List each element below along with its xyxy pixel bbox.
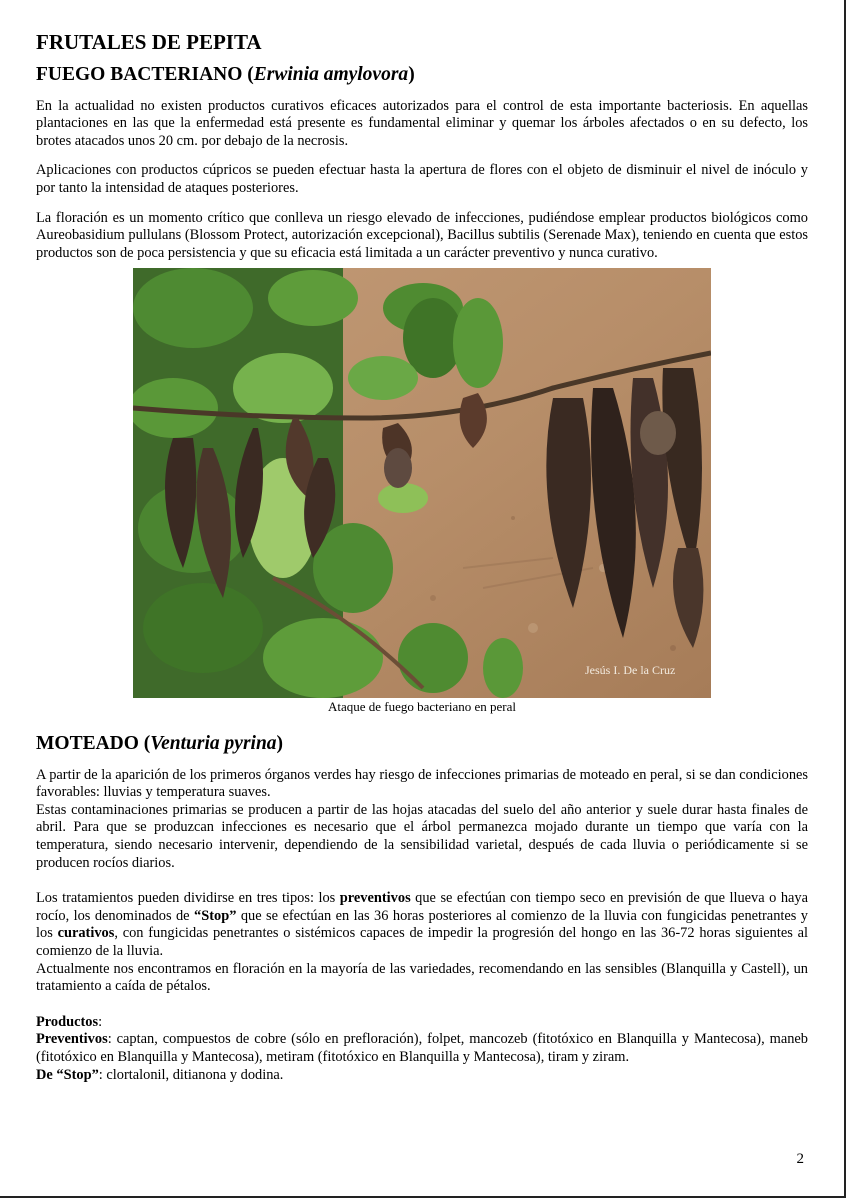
- moteado-paragraph-3: Actualmente nos encontramos en floración en la mayoría de las variedades, recomendando en las sensibles (Blanquilla y Castell), un tratamiento a caída de pétalos.: [36, 960, 808, 995]
- text-run: que se efectúan con tiempo seco en previsión de que llueva o haya rocío, los denominados de: [36, 890, 808, 924]
- page-content: [36, 30, 808, 1084]
- term-curativos: curativos: [57, 925, 115, 942]
- section-heading-fuego-bacteriano: [36, 63, 808, 87]
- term-preventivos: preventivos: [339, 890, 411, 907]
- heading-text: FUEGO BACTERIANO (: [36, 64, 254, 86]
- fuego-paragraph-3: La floración es un momento crítico que conlleva un riesgo elevado de infecciones, pudiéndose emplear productos biológicos como Aureobasidium pullulans (Blossom Protect, autorización excepcional), Bacillus subtilis (Serenade Max), teniendo en cuenta que estos productos son de poca persistencia y que su eficacia está limitada a un carácter preventivo y nunca curativo.: [36, 209, 808, 261]
- preventivos-label: Preventivos: [36, 1031, 108, 1048]
- term-stop: “Stop”: [194, 907, 237, 924]
- fire-blight-photo: [133, 268, 711, 698]
- moteado-paragraph-2: [36, 890, 808, 960]
- figure: [133, 268, 711, 714]
- productos-heading: [36, 1014, 808, 1032]
- moteado-paragraph-1a: A partir de la aparición de los primeros órganos verdes hay riesgo de infecciones primarias de moteado en peral, si se dan condiciones favorables: lluvias y temperatura suaves.: [36, 766, 808, 801]
- heading-species: Venturia pyrina: [150, 733, 277, 755]
- productos-label: Productos: [36, 1013, 99, 1030]
- page-title: FRUTALES DE PEPITA: [36, 30, 262, 54]
- heading-close: ): [408, 64, 415, 86]
- heading-species: Erwinia amylovora: [253, 64, 409, 86]
- stop-text: : clortalonil, ditianona y dodina.: [98, 1066, 284, 1083]
- heading-text: MOTEADO (: [36, 733, 151, 755]
- page-number: 2: [796, 1151, 804, 1167]
- moteado-paragraph-1b: Estas contaminaciones primarias se producen a partir de las hojas atacadas del suelo del año anterior y suele durar hasta finales de abril. Para que se produzcan infecciones es necesario que el árbol permanezca mojado durante un tiempo que varía con la temperatura, siendo necesario intervenir, dependiendo de la sensibilidad varietal, después de cada lluvia o periódicamente si se producen rocíos diarios.: [36, 801, 808, 871]
- stop-label: De “Stop”: [36, 1066, 99, 1083]
- fuego-paragraph-1: En la actualidad no existen productos curativos eficaces autorizados para el control de esta importante bacteriosis. En aquellas plantaciones en las que la enfermedad está presente es fundamental eliminar y quemar los árboles afectados o en su defecto, los brotes atacados unos 20 cm. por debajo de la necrosis.: [36, 97, 808, 149]
- section-heading-moteado: [36, 732, 808, 756]
- text-run: Los tratamientos pueden dividirse en tres tipos: los: [36, 890, 340, 907]
- preventivos-list: [36, 1031, 808, 1066]
- stop-list: [36, 1067, 808, 1085]
- text-run: , con fungicidas penetrantes o sistémicos capaces de impedir la progresión del hongo en las 36-72 horas siguientes al comienzo de la lluvia.: [36, 925, 808, 960]
- productos-colon: :: [98, 1013, 103, 1030]
- figure-caption: Ataque de fuego bacteriano en peral: [327, 699, 517, 715]
- preventivos-text: : captan, compuestos de cobre (sólo en prefloración), folpet, mancozeb (fitotóxico en Blanquilla y Mantecosa), maneb (fitotóxico en Blanquilla y Mantecosa), metiram (fitotóxico en Blanquilla y Mantecosa), tiram y ziram.: [36, 1031, 808, 1065]
- text-run: que se efectúan en las 36 horas posteriores al comienzo de la lluvia con fungicidas penetrantes y los: [36, 907, 809, 942]
- fuego-paragraph-2: Aplicaciones con productos cúpricos se pueden efectuar hasta la apertura de flores con el objeto de disminuir el nivel de inóculo y por tanto la intensidad de ataques posteriores.: [36, 162, 808, 196]
- heading-close: ): [276, 733, 284, 755]
- photo-credit: Jesús I. De la Cruz: [585, 663, 676, 678]
